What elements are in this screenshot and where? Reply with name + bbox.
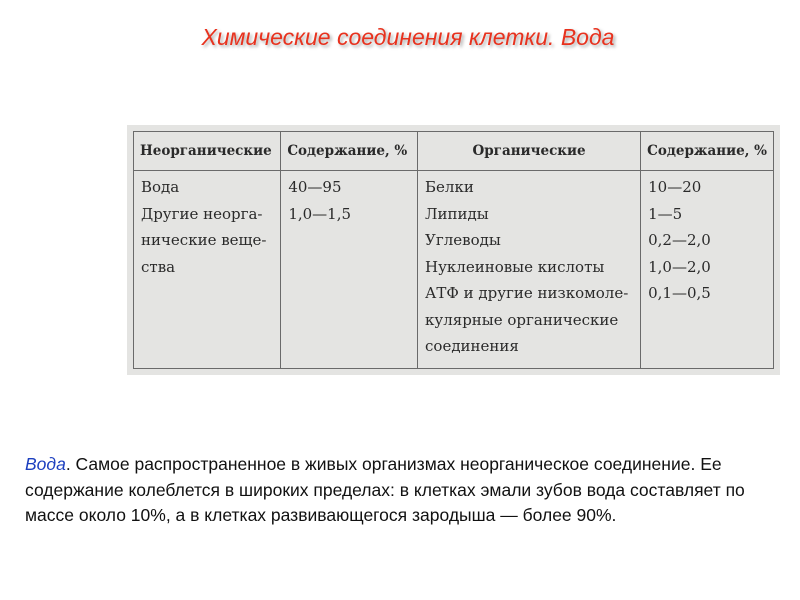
list-item: Липиды: [425, 204, 489, 223]
inorganic-cell: [134, 171, 281, 369]
organic-values-cell: [641, 171, 774, 369]
list-item: нические веще-: [141, 231, 267, 249]
description-paragraph: [25, 452, 785, 529]
slide-title: Химические соединения клетки. Вода: [201, 24, 615, 50]
term-water: Вода: [25, 454, 66, 474]
list-item: Другие неорга-: [141, 204, 263, 223]
list-item: ства: [141, 257, 176, 276]
inorganic-values-cell: [281, 171, 418, 369]
header-organic: Органические: [418, 132, 641, 171]
header-inorganic-content: Содержание, %: [281, 132, 418, 171]
list-item: 1,0—2,0: [648, 257, 711, 276]
paragraph-text: . Самое распространенное в живых организмах неорганическое соединение. Ее содержание колеблется в широких пределах: в клетках эмали зубов вода составляет по массе около 10%, а в клетках развивающегося зародыша — более 90%.: [25, 454, 745, 525]
list-item: Нуклеиновые кислоты: [425, 257, 605, 276]
list-item: 40—95: [288, 178, 342, 196]
composition-table-image: [127, 125, 780, 375]
organic-cell: [418, 171, 641, 369]
list-item: Вода: [141, 178, 180, 196]
table-header-row: [134, 132, 774, 171]
list-item: 0,1—0,5: [648, 284, 711, 302]
table-row: [134, 171, 774, 369]
list-item: Углеводы: [425, 231, 501, 249]
header-inorganic: Неорганические: [134, 132, 281, 171]
header-organic-content: Содержание, %: [641, 132, 774, 171]
list-item: 1—5: [648, 204, 683, 223]
list-item: 10—20: [648, 178, 702, 196]
list-item: Белки: [425, 178, 474, 196]
list-item: 0,2—2,0: [648, 231, 711, 249]
list-item: АТФ и другие низкомоле-: [425, 284, 629, 302]
list-item: 1,0—1,5: [288, 204, 352, 223]
list-item: кулярные органические: [425, 310, 619, 329]
list-item: соединения: [425, 337, 519, 355]
composition-table: [133, 131, 774, 369]
